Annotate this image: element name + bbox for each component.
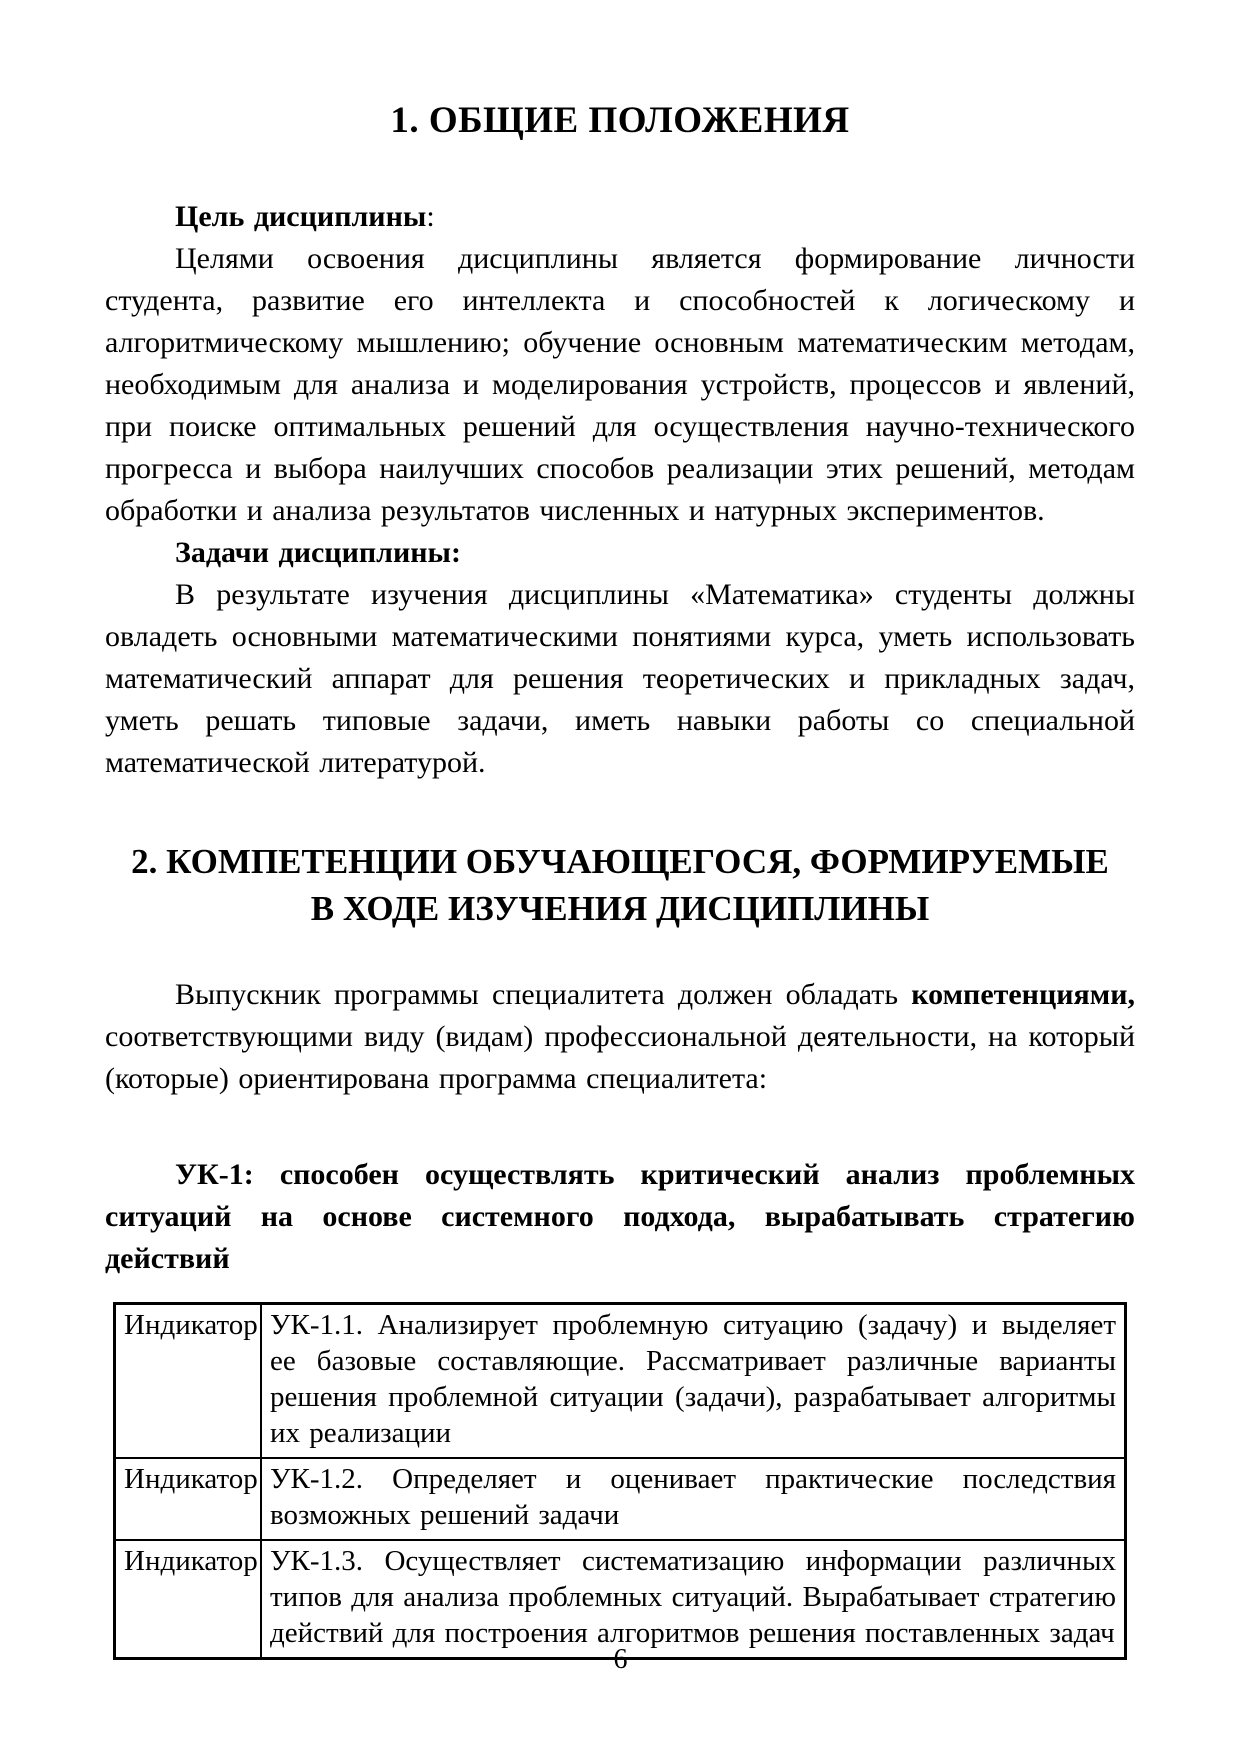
indicators-table xyxy=(113,1302,1127,1660)
section-2-title xyxy=(105,838,1135,932)
indicator-label-cell: Индикатор xyxy=(115,1304,262,1459)
table-row xyxy=(115,1304,1126,1459)
tasks-paragraph: В результате изучения дисциплины «Математика» студенты должны овладеть основными математическими понятиями курса, уметь использовать математический аппарат для решения теоретических и прикладных задач, уметь решать типовые задачи, иметь навыки работы со специальной математической литературой. xyxy=(105,578,1135,779)
intro-text-bold: компетенциями, xyxy=(911,978,1135,1011)
page-number: 6 xyxy=(613,1644,628,1675)
goal-label-line xyxy=(105,196,1135,238)
section-2-title-line-1: 2. КОМПЕТЕНЦИИ ОБУЧАЮЩЕГОСЯ, ФОРМИРУЕМЫЕ xyxy=(131,842,1109,881)
intro-text-suffix: соответствующими виду (видам) профессиональной деятельности, на который (которые) ориентирована программа специалитета: xyxy=(105,1020,1135,1095)
goal-label: Цель дисциплины xyxy=(175,200,427,233)
indicator-text-cell: УК-1.2. Определяет и оценивает практические последствия возможных решений задачи xyxy=(261,1458,1126,1540)
goal-paragraph: Целями освоения дисциплины является формирование личности студента, развитие его интеллекта и способностей к логическому и алгоритмическому мышлению; обучение основным математическим методам, необходимым для анализа и моделирования устройств, процессов и явлений, при поиске оптимальных решений для осуществления научно-технического прогресса и выбора наилучших способов реализации этих решений, методам обработки и анализа результатов численных и натурных экспериментов. xyxy=(105,242,1135,527)
indicator-text-cell: УК-1.1. Анализирует проблемную ситуацию (задачу) и выделяет ее базовые составляющие. Рассматривает различные варианты решения проблемной ситуации (задачи), разрабатывает алгоритмы их реализации xyxy=(261,1304,1126,1459)
tasks-label: Задачи дисциплины: xyxy=(175,536,461,569)
uk1-competency-statement: УК-1: способен осуществлять критический анализ проблемных ситуаций на основе системного подхода, вырабатывать стратегию действий xyxy=(105,1158,1135,1275)
table-row xyxy=(115,1540,1126,1659)
goal-label-colon: : xyxy=(426,200,435,233)
section-1-title: 1. ОБЩИЕ ПОЛОЖЕНИЯ xyxy=(390,100,850,141)
section-2-title-line-2: В ХОДЕ ИЗУЧЕНИЯ ДИСЦИПЛИНЫ xyxy=(310,889,930,928)
indicator-label-cell: Индикатор xyxy=(115,1458,262,1540)
intro-text-prefix: Выпускник программы специалитета должен обладать xyxy=(175,978,912,1011)
indicator-label-cell: Индикатор xyxy=(115,1540,262,1659)
table-row xyxy=(115,1458,1126,1540)
indicator-text-cell: УК-1.3. Осуществляет систематизацию информации различных типов для анализа проблемных ситуаций. Вырабатывает стратегию действий для построения алгоритмов решения поставленных задач xyxy=(261,1540,1126,1659)
graduate-intro-paragraph xyxy=(105,974,1135,1100)
